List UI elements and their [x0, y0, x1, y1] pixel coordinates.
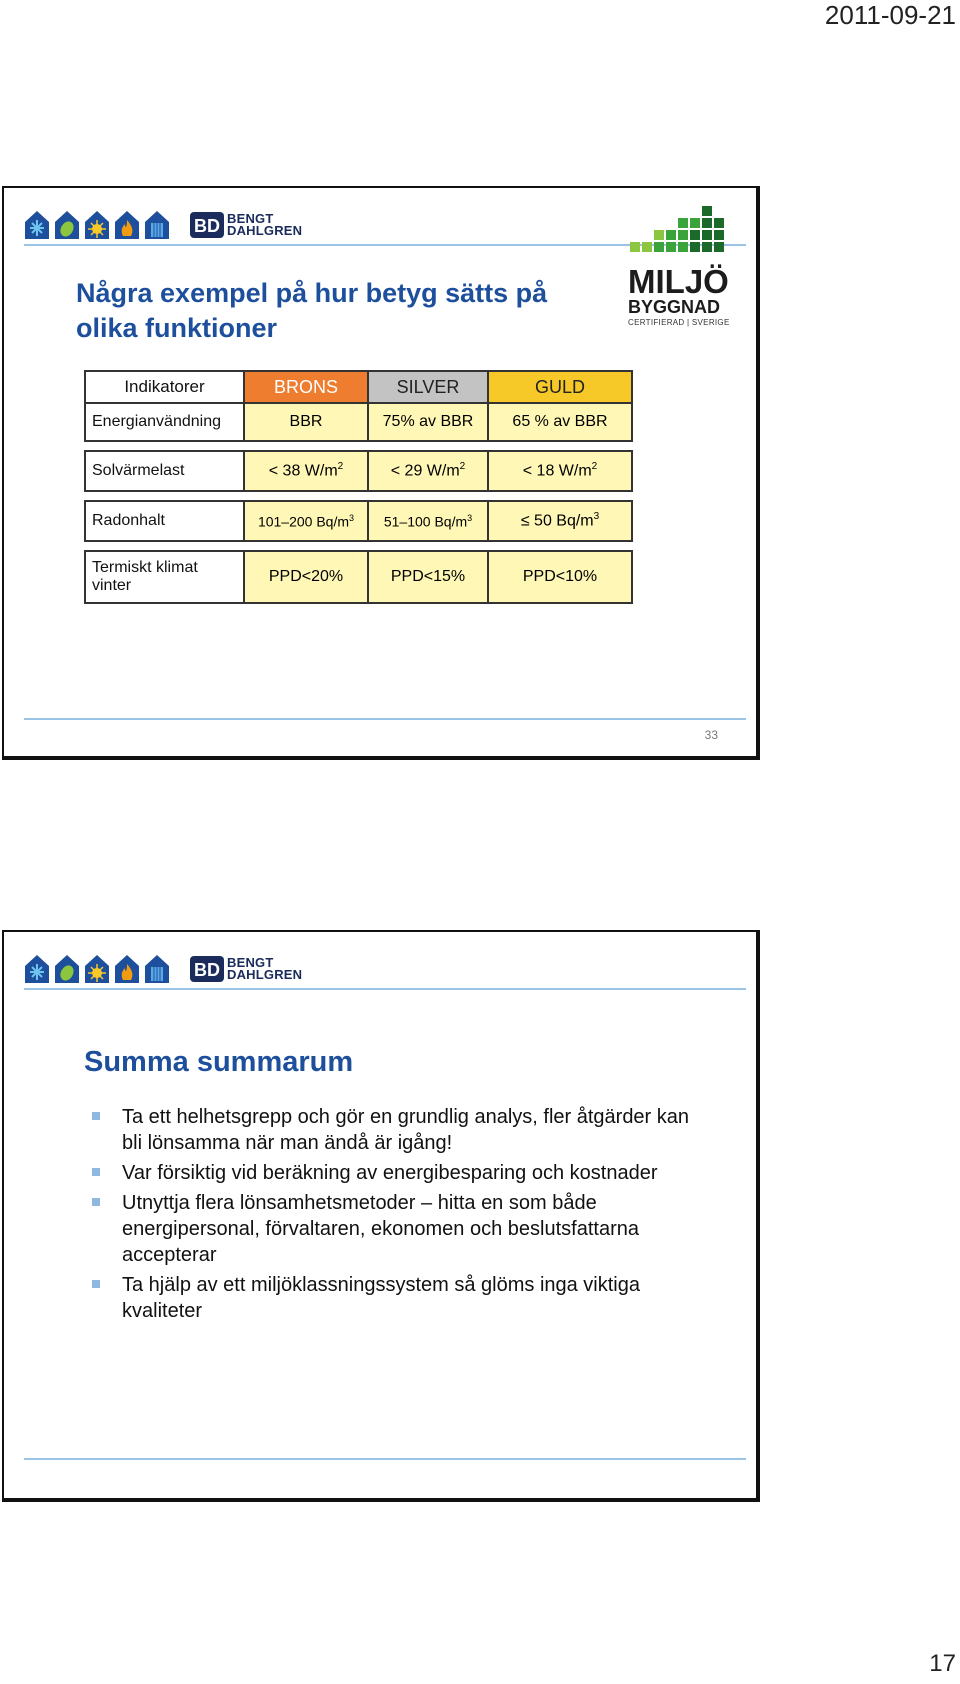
footer-divider — [24, 718, 746, 720]
bd-logo-line1: BENGT — [227, 211, 274, 226]
header-brons: BRONS — [244, 371, 368, 403]
cell-guld: PPD<10% — [488, 551, 632, 603]
house-icons — [24, 210, 170, 240]
slide-title: Några exempel på hur betyg sätts på olika funktioner — [76, 278, 548, 343]
cell-brons: 101–200 $Bq/m^3$ — [244, 501, 368, 541]
miljo-word: MILJÖ — [628, 263, 729, 300]
cell-silver: < 29 $W/m^2$ — [368, 451, 488, 491]
bd-logo-line1: BENGT — [227, 955, 274, 970]
flame-house-icon — [114, 954, 140, 984]
header-indikatorer: Indikatorer — [85, 371, 244, 403]
row-label: Termiskt klimat vinter — [85, 551, 244, 603]
miljobyggnad-grid-icon — [628, 206, 728, 264]
bd-logo-line2: DAHLGREN — [227, 223, 303, 238]
slide-33 — [2, 186, 760, 760]
sun-house-icon — [84, 210, 110, 240]
bullet-icon — [92, 1198, 100, 1206]
house-icons — [24, 954, 170, 984]
bengt-dahlgren-logo — [190, 956, 302, 982]
row-gap — [85, 541, 632, 551]
snowflake-house-icon — [24, 210, 50, 240]
slide-number: 33 — [704, 728, 718, 742]
svg-text:BD: BD — [194, 216, 220, 236]
cell-silver: 75% av BBR — [368, 403, 488, 441]
cell-brons: PPD<20% — [244, 551, 368, 603]
list-item: Var försiktig vid beräkning av energibesparing och kostnader — [92, 1160, 692, 1186]
header-divider — [24, 988, 746, 990]
table-row — [85, 451, 632, 491]
cell-brons: BBR — [244, 403, 368, 441]
header-silver: SILVER — [368, 371, 488, 403]
table-row — [85, 501, 632, 541]
indicator-table — [84, 370, 633, 604]
header-guld: GULD — [488, 371, 632, 403]
leaf-house-icon — [54, 954, 80, 984]
slide-summa-summarum — [2, 930, 760, 1502]
cell-silver: PPD<15% — [368, 551, 488, 603]
cell-guld: < 18 $W/m^2$ — [488, 451, 632, 491]
bullet-icon — [92, 1168, 100, 1176]
table-row — [85, 551, 632, 603]
row-label: Solvärmelast — [85, 451, 244, 491]
building-house-icon — [144, 954, 170, 984]
certifierad-word: CERTIFIERAD | SVERIGE — [628, 318, 730, 327]
row-gap — [85, 491, 632, 501]
list-item: Ta ett helhetsgrepp och gör en grundlig analys, fler åtgärder kan bli lönsamma när man ändå är igång! — [92, 1104, 692, 1156]
svg-text:BD: BD — [194, 960, 220, 980]
bullet-icon — [92, 1280, 100, 1288]
building-house-icon — [144, 210, 170, 240]
page-number: 17 — [929, 1650, 956, 1677]
snowflake-house-icon — [24, 954, 50, 984]
bd-logo-icon — [190, 956, 224, 982]
leaf-house-icon — [54, 210, 80, 240]
cell-guld: 65 % av BBR — [488, 403, 632, 441]
bengt-dahlgren-logo — [190, 212, 302, 238]
miljobyggnad-logo — [628, 206, 738, 327]
table-row — [85, 403, 632, 441]
bd-logo-icon — [190, 212, 224, 238]
row-label: Energianvändning — [85, 403, 244, 441]
cell-brons: < 38 $W/m^2$ — [244, 451, 368, 491]
slide-title: Summa summarum — [84, 1046, 354, 1078]
page-date: 2011-09-21 — [824, 0, 956, 30]
row-gap — [85, 441, 632, 451]
slide-header — [24, 950, 746, 994]
list-item: Ta hjälp av ett miljöklassningssystem så glöms inga viktiga kvaliteter — [92, 1272, 692, 1324]
bd-logo-line2: DAHLGREN — [227, 967, 303, 982]
bullet-list — [92, 1104, 692, 1328]
list-item: Utnyttja flera lönsamhetsmetoder – hitta en som både energipersonal, förvaltaren, ekonomen och beslutsfattarna accepterar — [92, 1190, 692, 1268]
bullet-icon — [92, 1112, 100, 1120]
footer-divider — [24, 1458, 746, 1460]
cell-guld: ≤ 50 $Bq/m^3$ — [488, 501, 632, 541]
cell-silver: 51–100 $Bq/m^3$ — [368, 501, 488, 541]
byggnad-word: BYGGNAD — [628, 297, 721, 317]
flame-house-icon — [114, 210, 140, 240]
row-label: Radonhalt — [85, 501, 244, 541]
sun-house-icon — [84, 954, 110, 984]
